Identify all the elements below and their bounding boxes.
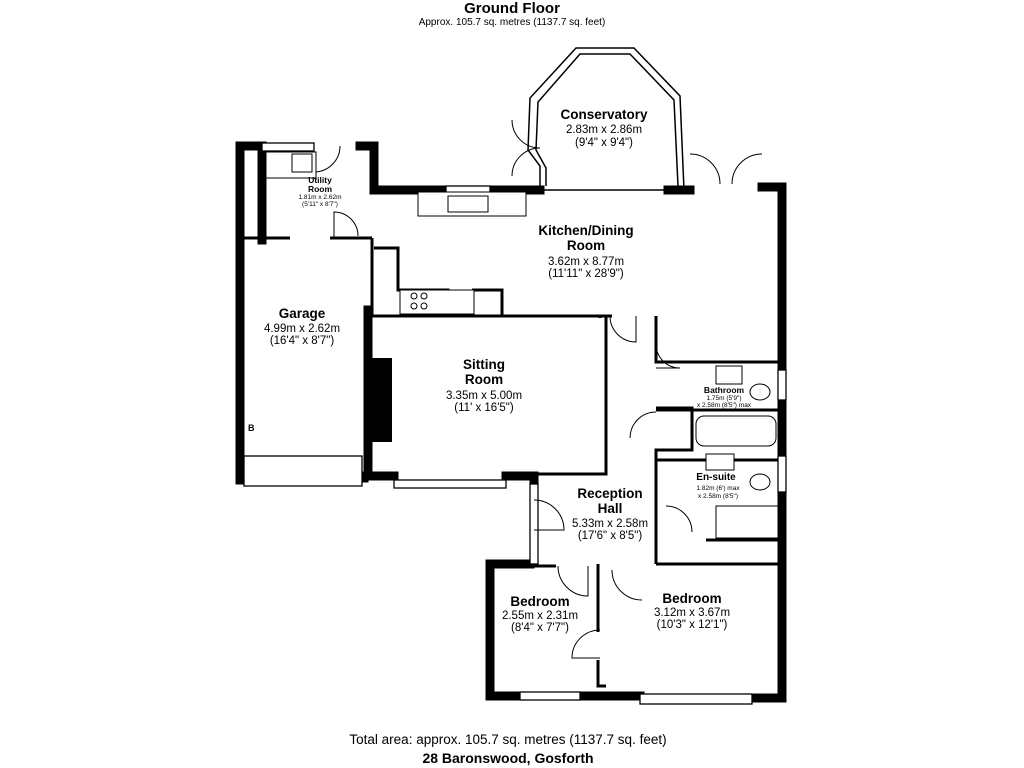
room-name-utility-2: Room <box>307 184 333 194</box>
page-title: Ground Floor <box>464 0 560 17</box>
window-bedroom2 <box>640 694 752 704</box>
room-name-ensuite: En-suite <box>696 472 736 483</box>
window-sitting <box>394 480 506 488</box>
room-dims-kitchen-imperial: (11'11" x 28'9") <box>548 268 624 280</box>
bathroom-basin <box>716 366 742 384</box>
bathroom-toilet <box>750 384 770 400</box>
room-dims-garage-metric: 4.99m x 2.62m <box>263 323 341 335</box>
room-name-kitchen: Kitchen/Dining <box>538 223 634 238</box>
window-ensuite <box>778 456 786 492</box>
room-dims-bathroom-imperial: x 2.58m (8'5") max <box>696 402 752 409</box>
bath <box>696 416 776 446</box>
room-dims-conservatory-imperial: (9'4" x 9'4") <box>575 137 633 149</box>
room-dims-hall-imperial: (17'6" x 8'5") <box>577 530 643 542</box>
room-dims-utility-imperial: (5'11" x 8'7") <box>302 201 338 208</box>
room-name-hall-2: Hall <box>597 501 623 516</box>
window-bedroom1 <box>520 692 580 700</box>
window-utility <box>262 143 314 151</box>
room-dims-hall-metric: 5.33m x 2.58m <box>571 518 649 530</box>
room-name-bedroom-1: Bedroom <box>510 594 570 609</box>
room-name-hall: Reception <box>577 486 643 501</box>
page-subtitle: Approx. 105.7 sq. metres (1137.7 sq. feet) <box>418 17 606 28</box>
boiler-label: B <box>248 423 255 433</box>
room-dims-sitting-imperial: (11' x 16'5") <box>454 402 514 414</box>
kitchen-lower-worktop <box>400 290 474 314</box>
window-bathroom <box>778 370 786 400</box>
ensuite-basin <box>706 454 734 470</box>
room-dims-bedroom-2-metric: 3.12m x 3.67m <box>653 607 731 619</box>
room-dims-kitchen-metric: 3.62m x 8.77m <box>547 256 625 268</box>
utility-sink <box>292 154 312 172</box>
room-name-sitting: Sitting <box>463 357 505 372</box>
room-dims-bathroom-metric: 1.75m (5'9") <box>706 395 742 402</box>
total-area: Total area: approx. 105.7 sq. metres (1137.7 sq. feet) <box>349 732 667 747</box>
room-dims-ensuite-metric: 1.82m (6') max <box>696 485 740 492</box>
shower-tray <box>716 506 778 538</box>
room-dims-bedroom-1-imperial: (8'4" x 7'7") <box>511 622 569 634</box>
window-hall <box>530 484 538 564</box>
room-name-utility: Utility <box>308 175 332 185</box>
room-name-kitchen-2: Room <box>566 238 606 253</box>
room-name-conservatory: Conservatory <box>560 107 648 122</box>
property-address: 28 Baronswood, Gosforth <box>422 750 594 766</box>
room-dims-garage-imperial: (16'4" x 8'7") <box>269 335 335 347</box>
room-dims-ensuite-imperial: x 2.58m (8'5") <box>697 493 739 500</box>
room-name-sitting-2: Room <box>464 372 504 387</box>
kitchen-sink <box>448 196 488 212</box>
room-name-garage: Garage <box>278 306 326 321</box>
room-name-bedroom-2: Bedroom <box>662 591 722 606</box>
ensuite-toilet <box>750 474 770 490</box>
room-dims-bedroom-2-imperial: (10'3" x 12'1") <box>656 619 728 631</box>
garage-door <box>244 456 362 486</box>
room-dims-conservatory-metric: 2.83m x 2.86m <box>565 124 643 136</box>
room-dims-bedroom-1-metric: 2.55m x 2.31m <box>501 610 579 622</box>
room-dims-sitting-metric: 3.35m x 5.00m <box>445 390 523 402</box>
room-dims-utility-metric: 1.81m x 2.62m <box>298 194 342 201</box>
room-name-bathroom: Bathroom <box>703 385 745 395</box>
fireplace <box>370 358 392 442</box>
